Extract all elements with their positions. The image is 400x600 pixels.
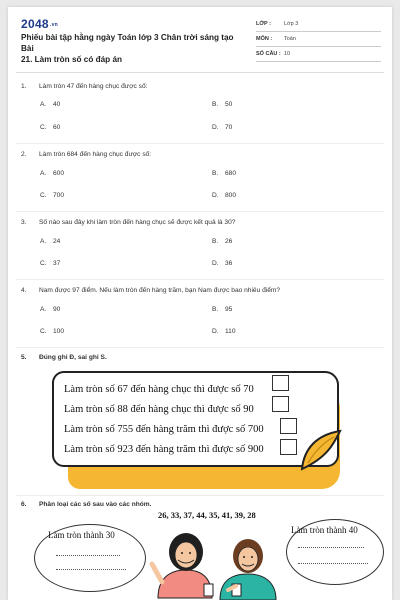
separator xyxy=(16,211,384,212)
worksheet-page xyxy=(8,7,392,600)
q1-option-c[interactable]: C. 60 xyxy=(40,124,61,131)
right-answer-line-2[interactable] xyxy=(298,563,368,564)
right-group-title: Làm tròn thành 40 xyxy=(291,525,358,535)
question-5: 5. Đúng ghi Đ, sai ghi S. xyxy=(21,354,107,361)
meta-info xyxy=(256,17,381,62)
tf-statement-3: Làm tròn số 755 đến hàng trăm thì được số 700 xyxy=(64,424,264,435)
two-girls-illustration xyxy=(148,520,283,600)
q3-option-b[interactable]: B. 26 xyxy=(212,238,233,245)
q4-option-c[interactable]: C. 100 xyxy=(40,328,65,335)
question-1: 1. Làm tròn 47 đến hàng chục được số: xyxy=(21,83,148,90)
q2-option-b[interactable]: B. 680 xyxy=(212,170,237,177)
page-curl-decoration xyxy=(298,427,344,471)
question-6: 6. Phân loại các số sau vào các nhóm. xyxy=(21,501,152,508)
tf-answer-box-1[interactable] xyxy=(272,375,289,391)
q2-option-c[interactable]: C. 700 xyxy=(40,192,65,199)
left-answer-line-2[interactable] xyxy=(56,569,126,570)
question-2: 2. Làm tròn 684 đến hàng chục được số: xyxy=(21,151,152,158)
meta-subject-row: MÔN : Toán xyxy=(256,32,381,47)
q3-option-d[interactable]: D. 36 xyxy=(212,260,233,267)
page-title: Phiếu bài tập hằng ngày Toán lớp 3 Chân trời sáng tạo Bài 21. Làm tròn số có đáp án xyxy=(21,33,234,64)
number-set: 26, 33, 37, 44, 35, 41, 39, 28 xyxy=(158,510,256,520)
right-answer-line-1[interactable] xyxy=(298,547,364,548)
tf-statement-2: Làm tròn số 88 đến hàng chục thì được số 90 xyxy=(64,404,254,415)
meta-class-row: LỚP : Lớp 3 xyxy=(256,17,381,32)
meta-count-row: SỐ CÂU : 10 xyxy=(256,47,381,62)
separator xyxy=(16,279,384,280)
separator xyxy=(16,143,384,144)
left-answer-line-1[interactable] xyxy=(56,555,120,556)
separator xyxy=(16,347,384,348)
header-divider xyxy=(16,72,384,73)
tf-answer-box-4[interactable] xyxy=(280,439,297,455)
q4-option-a[interactable]: A. 90 xyxy=(40,306,61,313)
left-group-title: Làm tròn thành 30 xyxy=(48,530,115,540)
question-3: 3. Số nào sau đây khi làm tròn đến hàng chục sẽ được kết quả là 30? xyxy=(21,219,236,226)
q2-option-d[interactable]: D. 800 xyxy=(212,192,237,199)
tf-statement-4: Làm tròn số 923 đến hàng trăm thì được số 900 xyxy=(64,444,264,455)
q3-option-a[interactable]: A. 24 xyxy=(40,238,61,245)
tf-answer-box-3[interactable] xyxy=(280,418,297,434)
tf-statement-1: Làm tròn số 67 đến hàng chục thì được số 70 xyxy=(64,384,254,395)
tf-answer-box-2[interactable] xyxy=(272,396,289,412)
q2-option-a[interactable]: A. 600 xyxy=(40,170,65,177)
q4-option-d[interactable]: D. 110 xyxy=(212,328,236,335)
q1-option-d[interactable]: D. 70 xyxy=(212,124,233,131)
logo[interactable]: 2048.vn xyxy=(21,17,59,31)
q4-option-b[interactable]: B. 95 xyxy=(212,306,233,313)
question-4: 4. Nam được 97 điểm. Nếu làm tròn đến hàng trăm, bạn Nam được bao nhiêu điểm? xyxy=(21,287,281,294)
q1-option-a[interactable]: A. 40 xyxy=(40,101,61,108)
q1-option-b[interactable]: B. 50 xyxy=(212,101,233,108)
q3-option-c[interactable]: C. 37 xyxy=(40,260,61,267)
separator xyxy=(16,495,384,496)
